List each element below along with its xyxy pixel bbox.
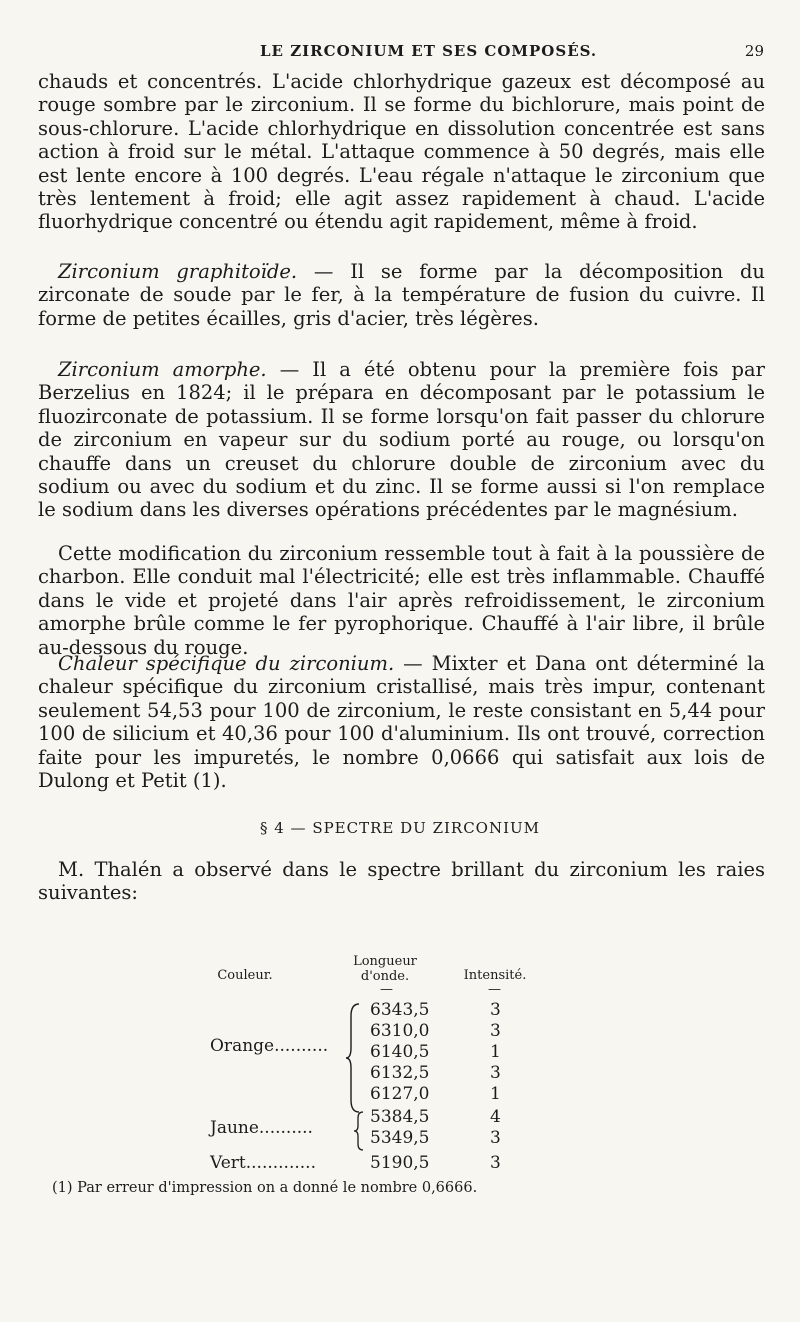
paragraph-graphitoid xyxy=(38,260,765,330)
header-rule: — xyxy=(488,982,501,997)
intensity-cell: 3 xyxy=(490,1128,501,1148)
row-label-orange: Orange.......... xyxy=(210,1036,329,1056)
paragraph-heading: Zirconium amorphe. xyxy=(58,358,267,381)
wavelength-cell: 5384,5 xyxy=(370,1107,430,1127)
header-rule: — xyxy=(380,982,393,997)
brace-orange xyxy=(345,1002,361,1114)
wavelength-cell: 6310,0 xyxy=(370,1021,430,1041)
running-header xyxy=(40,42,770,66)
paragraph-text: chauds et concentrés. L'acide chlorhydrique gazeux est décomposé au rouge sombre par le zirconium. Il se forme du bichlorure, mais point de sous-chlorure. L'acide chlorhydrique en dissolution concentrée est sans action à froid sur le métal. L'attaque commence à 50 degrés, mais elle est lente encore à 100 degrés. L'eau régale n'attaque le zirconium que très lentement à froid; elle agit assez rapidement à chaud. L'acide fluorhydrique concentré ou étendu agit rapidement, même à froid. xyxy=(38,70,765,234)
header-color: Couleur. xyxy=(217,968,273,983)
wavelength-cell: 6132,5 xyxy=(370,1063,430,1083)
wavelength-cell: 6127,0 xyxy=(370,1084,430,1104)
intensity-cell: 1 xyxy=(490,1042,501,1062)
spectrum-table xyxy=(0,950,800,1210)
paragraph-amorphous xyxy=(38,358,765,522)
wavelength-cell: 5349,5 xyxy=(370,1128,430,1148)
brace-jaune xyxy=(353,1110,365,1152)
paragraph-text: — Il a été obtenu pour la première fois par Berzelius en 1824; il le prépara en décomposant par le potassium le fluozirconate de potassium. Il se forme lorsqu'on fait passer du chlorure de zirconium en vapeur sur du sodium porté au rouge, ou lorsqu'on chauffe dans un creuset du chlorure double de zirconium avec du sodium ou avec du sodium et du zinc. Il se forme aussi si l'on remplace le sodium dans les diverses opérations précédentes par le magnésium. xyxy=(38,358,765,522)
header-wavelength-line1: Longueur xyxy=(353,954,417,969)
footnote: (1) Par erreur d'impression on a donné le nombre 0,6666. xyxy=(52,1180,478,1196)
header-wavelength-line2: d'onde. xyxy=(360,969,410,984)
paragraph-text: — Mixter et Dana ont déterminé la chaleur spécifique du zirconium cristallisé, mais très impur, contenant seulement 54,53 pour 100 de zirconium, le reste consistant en 5,44 pour 100 de silicium et 40,36 pour 100 d'aluminium. Ils ont trouvé, correction faite pour les impuretés, le nombre 0,0666 qui satisfait aux lois de Dulong et Petit (1). xyxy=(38,652,765,793)
paragraph-thalen xyxy=(38,858,765,905)
paragraph-heading: Zirconium graphitoïde. xyxy=(58,260,298,283)
intensity-cell: 3 xyxy=(490,1000,501,1020)
header-wavelength xyxy=(345,954,425,984)
page-number: 29 xyxy=(744,42,764,60)
paragraph-heading: Chaleur spécifique du zirconium. xyxy=(58,652,395,675)
paragraph-acid-reactions xyxy=(38,70,765,234)
row-label-vert: Vert............. xyxy=(210,1153,316,1173)
header-intensity: Intensité. xyxy=(463,968,527,983)
intensity-cell: 4 xyxy=(490,1107,501,1127)
section-title: § 4 — SPECTRE DU ZIRCONIUM xyxy=(259,819,541,837)
wavelength-cell: 6343,5 xyxy=(370,1000,430,1020)
wavelength-cell: 5190,5 xyxy=(370,1153,430,1173)
paragraph-text: M. Thalén a observé dans le spectre brillant du zirconium les raies suivantes: xyxy=(38,858,765,905)
intensity-cell: 3 xyxy=(490,1153,501,1173)
paragraph-text: Cette modification du zirconium ressemble tout à fait à la poussière de charbon. Elle conduit mal l'électricité; elle est très inflammable. Chauffé dans le vide et projeté dans l'air après refroidissement, le zirconium amorphe brûle comme le fer pyrophorique. Chauffé à l'air libre, il brûle au-dessous du rouge. xyxy=(38,542,765,659)
intensity-cell: 3 xyxy=(490,1021,501,1041)
row-label-jaune: Jaune.......... xyxy=(210,1118,313,1138)
paragraph-properties xyxy=(38,542,765,659)
paragraph-text: — Il se forme par la décomposition du zirconate de soude par le fer, à la température de fusion du cuivre. Il forme de petites écailles, gris d'acier, très légères. xyxy=(38,260,765,330)
paragraph-specific-heat xyxy=(38,652,765,792)
intensity-cell: 3 xyxy=(490,1063,501,1083)
intensity-cell: 1 xyxy=(490,1084,501,1104)
running-title: LE ZIRCONIUM ET SES COMPOSÉS. xyxy=(260,42,598,60)
wavelength-cell: 6140,5 xyxy=(370,1042,430,1062)
